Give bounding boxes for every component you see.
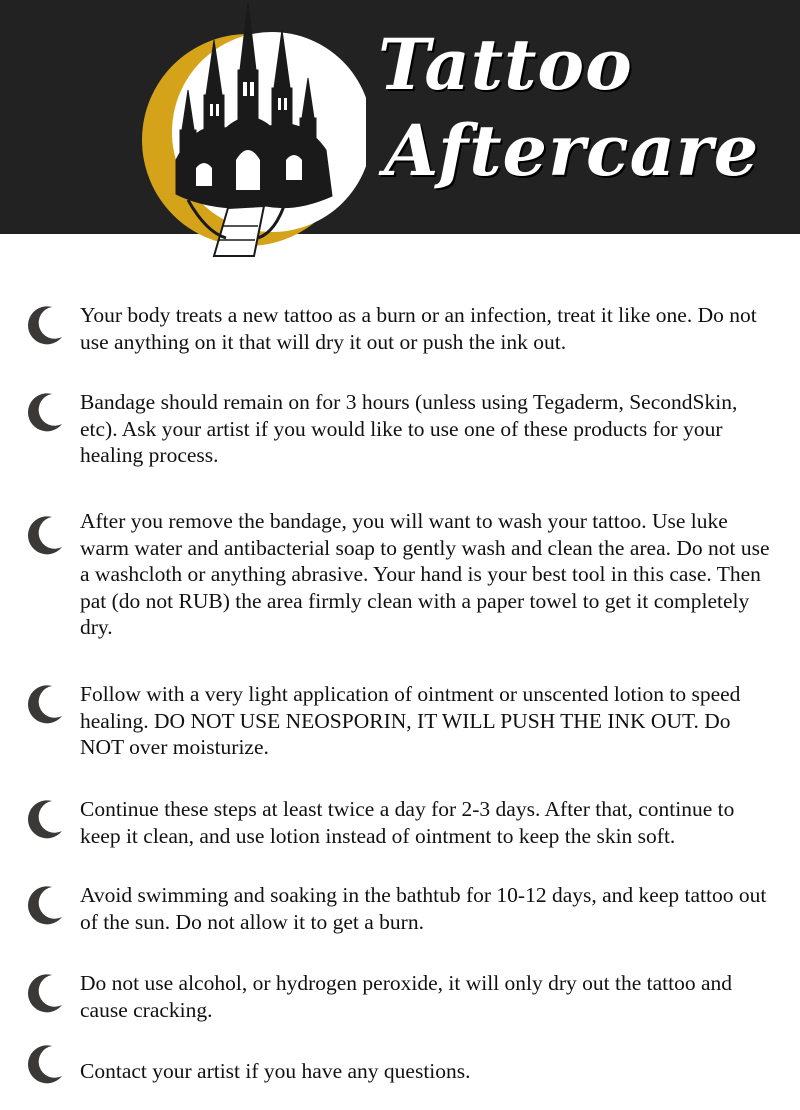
list-item-text: Do not use alcohol, or hydrogen peroxide, it will only dry out the tattoo and cause cracking. [80,971,733,1022]
list-item-text: Contact your artist if you have any questions. [80,1059,471,1083]
list-item-text: After you remove the bandage, you will want to wash your tattoo. Use luke warm water and antibacterial soap to gently wash and clean the area. Do not use a washcloth or anything abrasive. Your hand is your best tool in this case. Then pat (do not RUB) the area firmly clean with a paper towel to get it completely dry. [80,509,770,639]
title-line-2: Aftercare [384,109,760,192]
crescent-moon-icon [22,1042,66,1086]
gothic-castle-logo-icon [136,0,366,258]
list-item-text: Your body treats a new tattoo as a burn or an infection, treat it like one. Do not use anything on it that will dry it out or push the ink out. [80,303,757,354]
crescent-moon-icon [22,513,66,557]
crescent-moon-icon [22,303,66,347]
crescent-moon-icon [22,797,66,841]
list-item-text: Bandage should remain on for 3 hours (unless using Tegaderm, SecondSkin, etc). Ask your artist if you would like to use one of these products for your healing process. [80,390,738,467]
list-item-text: Avoid swimming and soaking in the bathtub for 10-12 days, and keep tattoo out of the sun. Do not allow it to get a burn. [80,883,767,934]
crescent-moon-icon [22,883,66,927]
title-line-1: Tattoo [378,23,633,106]
list-item-text: Continue these steps at least twice a day for 2-3 days. After that, continue to keep it clean, and use lotion instead of ointment to keep the skin soft. [80,797,735,848]
list-item-text: Follow with a very light application of ointment or unscented lotion to speed healing. DO NOT USE NEOSPORIN, IT WILL PUSH THE INK OUT. Do NOT over moisturize. [80,682,741,759]
page-title [378,22,788,194]
crescent-moon-icon [22,682,66,726]
crescent-moon-icon [22,390,66,434]
crescent-moon-icon [22,971,66,1015]
